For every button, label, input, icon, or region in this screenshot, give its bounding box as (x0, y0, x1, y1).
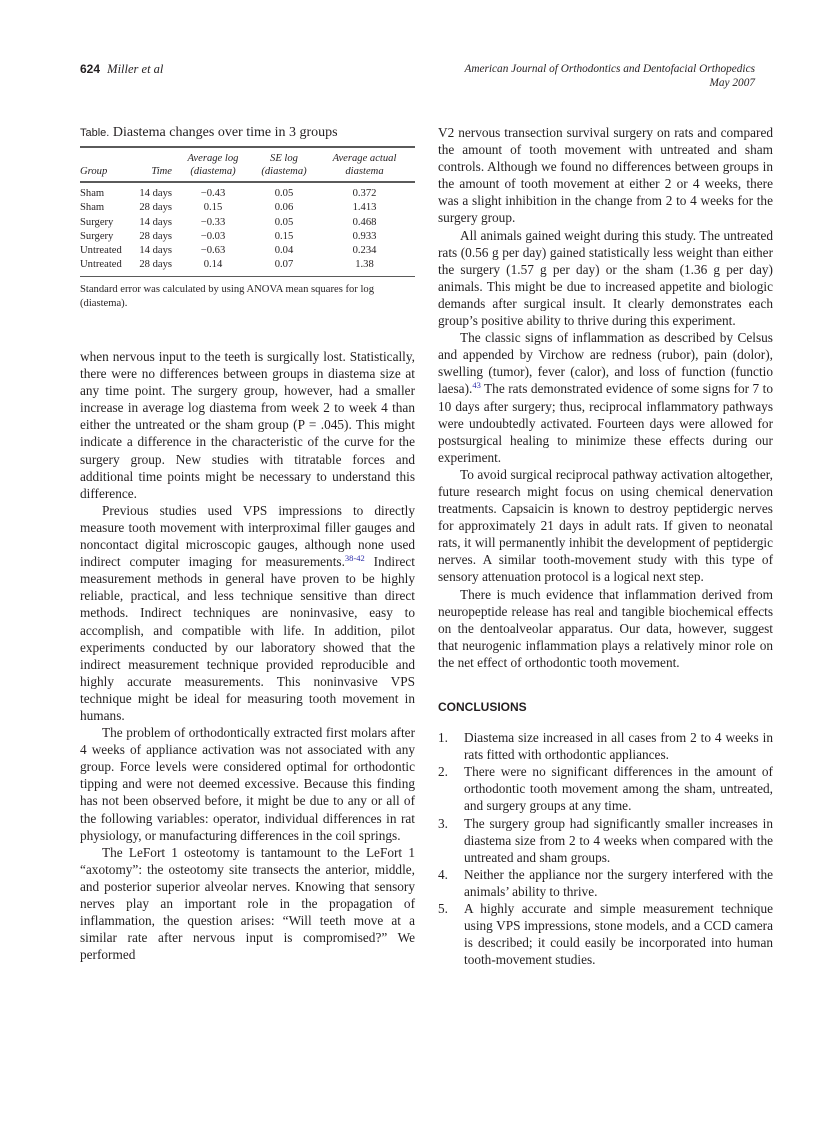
table-label: Table. (80, 127, 110, 139)
cell-group: Untreated (80, 244, 122, 256)
cell-group: Surgery (80, 216, 114, 228)
col-header-avg-actual: Average actual diastema (332, 153, 397, 178)
list-number: 5. (438, 901, 448, 917)
paragraph (438, 329, 773, 466)
cell-avg-actual: 1.413 (352, 202, 377, 214)
list-number: 1. (438, 730, 448, 746)
col-header-avg-log: Average log (diastema) (187, 153, 239, 178)
paragraph (80, 502, 415, 724)
cell-group: Sham (80, 188, 105, 200)
cell-avg-actual: 1.38 (355, 259, 374, 271)
list-number: 2. (438, 764, 448, 780)
cell-se-log: 0.05 (274, 216, 294, 228)
cell-time: 28 days (139, 259, 172, 271)
diastema-table (80, 146, 415, 277)
col-header-se-log: SE log (diastema) (261, 153, 307, 178)
cell-time: 14 days (139, 244, 172, 256)
cell-avg-actual: 0.372 (352, 188, 377, 200)
list-number: 3. (438, 815, 448, 831)
paragraph-text: The classic signs of inflammation as described by Celsus and appended by Virchow are redness (rubor), pain (dolor), swelling (tumor), fever (calor), and loss of function (functio laesa). (438, 330, 773, 397)
running-header-right (464, 62, 755, 90)
table-footnote: Standard error was calculated by using ANOVA mean squares for log (diastema). (80, 284, 375, 310)
reference-link[interactable]: 38-42 (344, 553, 365, 564)
table-row (80, 216, 415, 230)
paragraph: All animals gained weight during this study. The untreated rats (0.56 g per day) gained statistically less weight than either the surgery (1.57 g per day) or the sham (1.36 g per day) animals. This might be due to increased appetite and biologic demands after surgical insult. It clearly demonstrates each group’s positive ability to thrive during this experiment. (438, 227, 773, 329)
paragraph: The LeFort 1 osteotomy is tantamount to the LeFort 1 “axotomy”: the osteotomy site transects the anterior, middle, and posterior superior alveolar nerves. Knowing that sensory nerves play an important role in the propagation of inflammation, the question arises: “Will teeth move at a similar rate after nervous input is compromised?” We performed (80, 844, 415, 963)
table-row (80, 230, 415, 244)
list-text: There were no significant differences in the amount of orthodontic tooth movement among the sham, untreated, and surgery groups at any time. (464, 764, 773, 814)
paragraph-text: The rats demonstrated evidence of some signs for 7 to 10 days after surgery; thus, reciprocal inflammatory pathways were undoubtedly activated. Fourteen days were allowed for postsurgical healing to minimize these effects during our experiment. (438, 381, 773, 465)
cell-se-log: 0.04 (274, 244, 294, 256)
running-header-left (80, 62, 163, 77)
paragraph: There is much evidence that inflammation derived from neuropeptide release has real and tangible biochemical effects on the dentoalveolar apparatus. Our data, however, suggest that neurogenic inflammation plays a relatively minor role on the net effect of orthodontic tooth movement. (438, 586, 773, 670)
list-text: Neither the appliance nor the surgery interfered with the animals’ ability to thrive. (464, 866, 773, 899)
table-header-row (80, 147, 415, 182)
page-number: 624 (80, 62, 101, 76)
cell-se-log: 0.06 (274, 202, 294, 214)
paragraph-text: Previous studies used VPS impressions to directly measure tooth movement with interproximal filler gauges and noncontact digital microscopic gauges, although none used indirect computer imaging for measurements. (80, 502, 415, 570)
section-heading-conclusions: CONCLUSIONS (438, 700, 527, 714)
cell-avg-actual: 0.234 (352, 244, 377, 256)
table-row (80, 258, 415, 277)
cell-time: 28 days (139, 202, 172, 214)
cell-avg-log: 0.15 (203, 202, 223, 214)
table-row (80, 182, 415, 201)
list-number: 4. (438, 866, 448, 882)
cell-group: Sham (80, 202, 105, 214)
cell-avg-log: 0.14 (203, 259, 223, 271)
journal-name: American Journal of Orthodontics and Dentofacial Orthopedics (464, 63, 755, 75)
running-authors: Miller et al (107, 62, 164, 76)
cell-se-log: 0.15 (274, 230, 294, 242)
paragraph: The problem of orthodontically extracted first molars after 4 weeks of appliance activation was not associated with any group. Force levels were considered optimal for orthodontic tipping and were not deemed excessive. Because this finding has not been observed before, it might be due to any or all of the following variables: operator, individual differences in rat physiology, or manufacturing differences in the coil springs. (80, 725, 415, 843)
list-item (438, 900, 773, 968)
list-text: A highly accurate and simple measurement technique using VPS impressions, stone models, and a CCD camera is described; it could easily be incorporated into human tooth-movement studies. (464, 901, 773, 968)
list-text: The surgery group had significantly smaller increases in diastema size from 2 to 4 weeks when compared with the untreated and sham groups. (464, 815, 773, 865)
cell-avg-log: −0.43 (200, 188, 226, 200)
cell-avg-actual: 0.468 (352, 216, 377, 228)
col-header-group: Group (80, 166, 108, 178)
cell-time: 28 days (139, 230, 172, 242)
cell-avg-log: −0.03 (200, 230, 226, 242)
list-item (438, 866, 773, 900)
cell-avg-log: −0.33 (200, 216, 226, 228)
paragraph-text: Indirect measurement methods in general have proven to be highly reliable, practical, and less technique sensitive than direct methods. Indirect techniques are noninvasive, easy to accomplish, and compatible with life. In addition, pilot experiments conducted by our laboratory showed that the indirect measurement technique provided reproducible and highly accurate measurements. This noninvasive VPS technique might be ideal for measuring tooth movement in humans. (80, 554, 415, 723)
paragraph: when nervous input to the teeth is surgically lost. Statistically, there were no differences between groups in diastema size at any time point. The surgery group, however, had a smaller increase in average log diastema from week 2 to week 4 than either the untreated or the sham group (P = .045). This might indicate a difference in the characteristic of the curve for the surgery group. New studies with titratable forces and additional time points might be necessary to understand this difference. (80, 349, 415, 501)
cell-avg-log: −0.63 (200, 244, 226, 256)
cell-time: 14 days (139, 188, 172, 200)
cell-avg-actual: 0.933 (352, 230, 377, 242)
paragraph: V2 nervous transection survival surgery on rats and compared the amount of tooth movement with untreated and sham controls. Although we found no differences between groups in the amount of tooth movement at either 2 or 4 weeks, there was a slight inhibition in the change from 2 to 4 weeks for the surgery group. (438, 125, 773, 226)
list-item (438, 815, 773, 866)
paragraph: To avoid surgical reciprocal pathway activation altogether, future research might focus on using chemical denervation treatments. Capsaicin is known to destroy peptidergic nerves for approximately 21 days in adult rats. If given to neonatal rats, it will permanently inhibit the development of peptidergic nerves. A similar tooth-movement study with this type of sensory attenuation protocol is a logical next step. (438, 466, 773, 585)
reference-link[interactable]: 43 (472, 380, 481, 391)
list-item (438, 729, 773, 763)
list-item (438, 763, 773, 814)
left-column-body (80, 348, 415, 963)
cell-group: Surgery (80, 230, 114, 242)
conclusions-list (438, 729, 773, 968)
table-caption (80, 124, 415, 142)
table-block (80, 124, 415, 311)
cell-group: Untreated (80, 259, 122, 271)
list-text: Diastema size increased in all cases from 2 to 4 weeks in rats fitted with orthodontic appliances. (464, 730, 773, 763)
cell-se-log: 0.05 (274, 188, 294, 200)
right-column-body (438, 124, 773, 968)
table-title: Diastema changes over time in 3 groups (112, 125, 338, 140)
cell-time: 14 days (139, 216, 172, 228)
col-header-time: Time (151, 166, 172, 178)
table-row (80, 201, 415, 215)
table-row (80, 244, 415, 258)
journal-issue: May 2007 (709, 77, 755, 89)
cell-se-log: 0.07 (274, 259, 294, 271)
